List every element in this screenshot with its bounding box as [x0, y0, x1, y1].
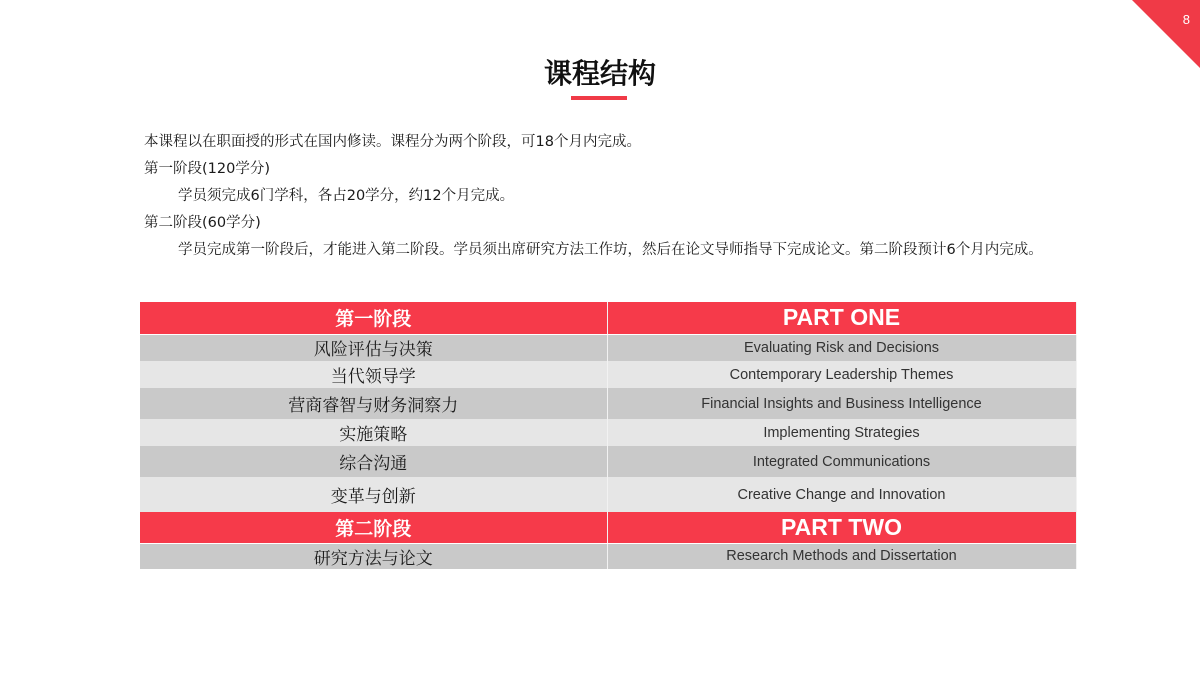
table-row [140, 419, 1076, 446]
intro-text [144, 129, 1084, 264]
phase1-text: 学员须完成6门学科，各占20学分，约12个月完成。 [178, 188, 515, 204]
table-row [140, 361, 1076, 388]
intro-line: 本课程以在职面授的形式在国内修读。课程分为两个阶段，可18个月内完成。 [144, 134, 641, 150]
page-title: 课程结构 [543, 57, 656, 90]
table-row [140, 477, 1076, 512]
course-table [140, 302, 1077, 569]
part-one-header-row [140, 302, 1076, 334]
course-name-zh: 变革与创新 [140, 477, 607, 512]
phase2-text: 学员完成第一阶段后，才能进入第二阶段。学员须出席研究方法工作坊，然后在论文导师指导下完成论文。第二阶段预计6个月内完成。 [178, 242, 1043, 258]
table-row [140, 388, 1076, 419]
part-two-en: PART TWO [607, 512, 1076, 543]
course-name-en: Financial Insights and Business Intelligence [607, 388, 1076, 419]
course-name-zh: 实施策略 [140, 419, 607, 446]
part-two-header-row [140, 512, 1076, 543]
course-name-en: Creative Change and Innovation [607, 477, 1076, 512]
course-name-zh: 综合沟通 [140, 446, 607, 477]
course-name-zh: 风险评估与决策 [140, 334, 607, 361]
table-row [140, 334, 1076, 361]
part-one-en: PART ONE [607, 302, 1076, 334]
page-number: 8 [1182, 12, 1190, 27]
course-name-en: Research Methods and Dissertation [607, 543, 1076, 569]
course-name-en: Integrated Communications [607, 446, 1076, 477]
part-two-zh: 第二阶段 [140, 512, 607, 543]
course-name-zh: 当代领导学 [140, 361, 607, 388]
part-one-zh: 第一阶段 [140, 302, 607, 334]
table-row [140, 446, 1076, 477]
course-name-en: Contemporary Leadership Themes [607, 361, 1076, 388]
table-row [140, 543, 1076, 569]
phase2-heading: 第二阶段(60学分) [144, 215, 261, 231]
phase1-heading: 第一阶段(120学分) [144, 161, 270, 177]
course-name-en: Implementing Strategies [607, 419, 1076, 446]
course-name-zh: 营商睿智与财务洞察力 [140, 388, 607, 419]
course-name-en: Evaluating Risk and Decisions [607, 334, 1076, 361]
title-underline [571, 96, 627, 100]
course-name-zh: 研究方法与论文 [140, 543, 607, 569]
